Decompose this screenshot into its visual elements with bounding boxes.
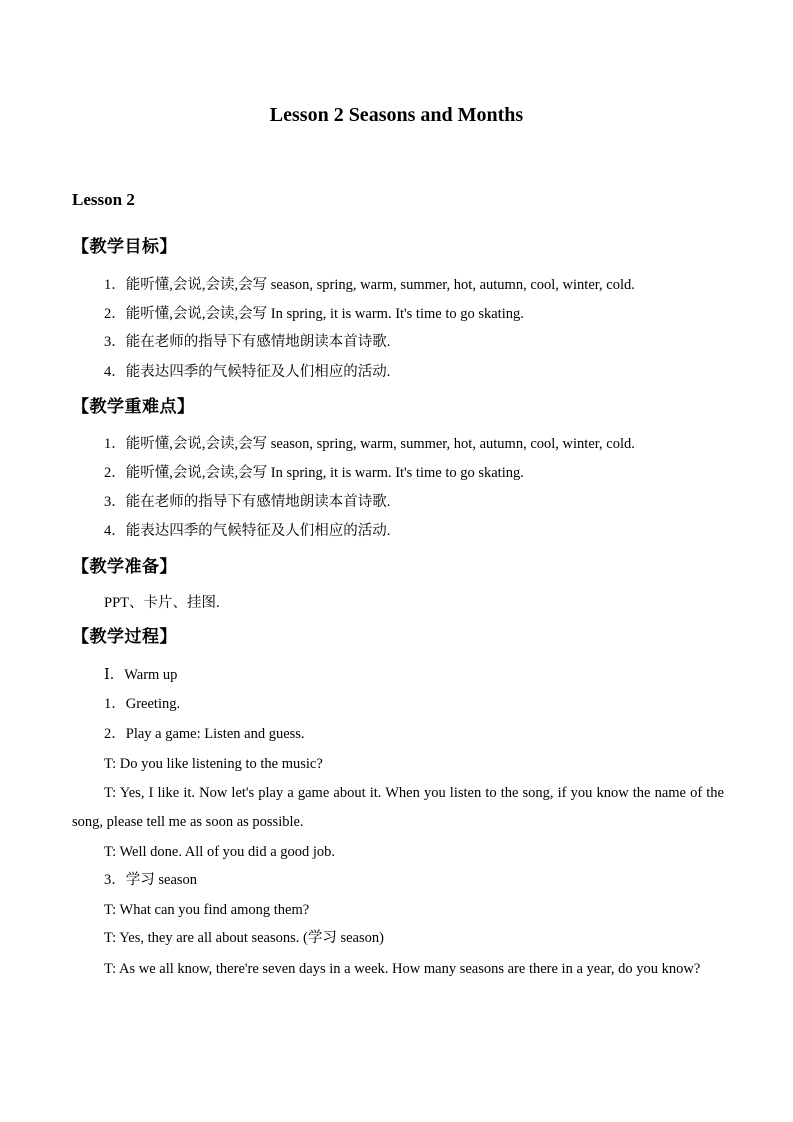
process-line: T: What can you find among them? xyxy=(104,902,310,918)
objective-item: 2．能听懂,会说,会读,会写 In spring, it is warm. It's time to go skating. xyxy=(104,306,524,322)
key-points-heading: 【教学重难点】 xyxy=(72,397,195,417)
key-point-item: 4．能表达四季的气候特征及人们相应的活动. xyxy=(104,523,391,539)
lesson-heading: Lesson 2 xyxy=(72,190,135,209)
key-point-item: 1．能听懂,会说,会读,会写 season, spring, warm, summer, hot, autumn, cool, winter, cold. xyxy=(104,436,635,452)
process-line: Ⅰ．Warm up xyxy=(104,667,178,683)
process-line: 2．Play a game: Listen and guess. xyxy=(104,726,305,742)
key-point-item: 2．能听懂,会说,会读,会写 In spring, it is warm. It's time to go skating. xyxy=(104,465,524,481)
preparation-text: PPT、卡片、挂图. xyxy=(104,595,220,611)
document-title: Lesson 2 Seasons and Months xyxy=(269,104,524,126)
key-point-item: 3．能在老师的指导下有感情地朗读本首诗歌. xyxy=(104,494,391,510)
process-paragraph: T: Yes, I like it. Now let's play a game about it. When you listen to the song, if you know the name of the song, please tell me as soon as possible. xyxy=(72,785,724,830)
objective-item: 4．能表达四季的气候特征及人们相应的活动. xyxy=(104,364,391,380)
objective-item: 3．能在老师的指导下有感情地朗读本首诗歌. xyxy=(104,334,391,350)
process-line: 3．学习 season xyxy=(104,872,198,888)
objective-item: 1．能听懂,会说,会读,会写 season, spring, warm, summer, hot, autumn, cool, winter, cold. xyxy=(104,277,635,293)
process-line: 1．Greeting. xyxy=(104,696,181,712)
process-paragraph: T: As we all know, there're seven days in a week. How many seasons are there in a year, do you know? xyxy=(104,961,701,977)
process-line: T: Do you like listening to the music? xyxy=(104,756,323,772)
preparation-heading: 【教学准备】 xyxy=(72,557,177,577)
objectives-heading: 【教学目标】 xyxy=(72,237,177,257)
process-line: T: Yes, they are all about seasons. (学习 season) xyxy=(104,930,384,946)
process-heading: 【教学过程】 xyxy=(72,627,177,647)
process-line: T: Well done. All of you did a good job. xyxy=(104,844,336,860)
